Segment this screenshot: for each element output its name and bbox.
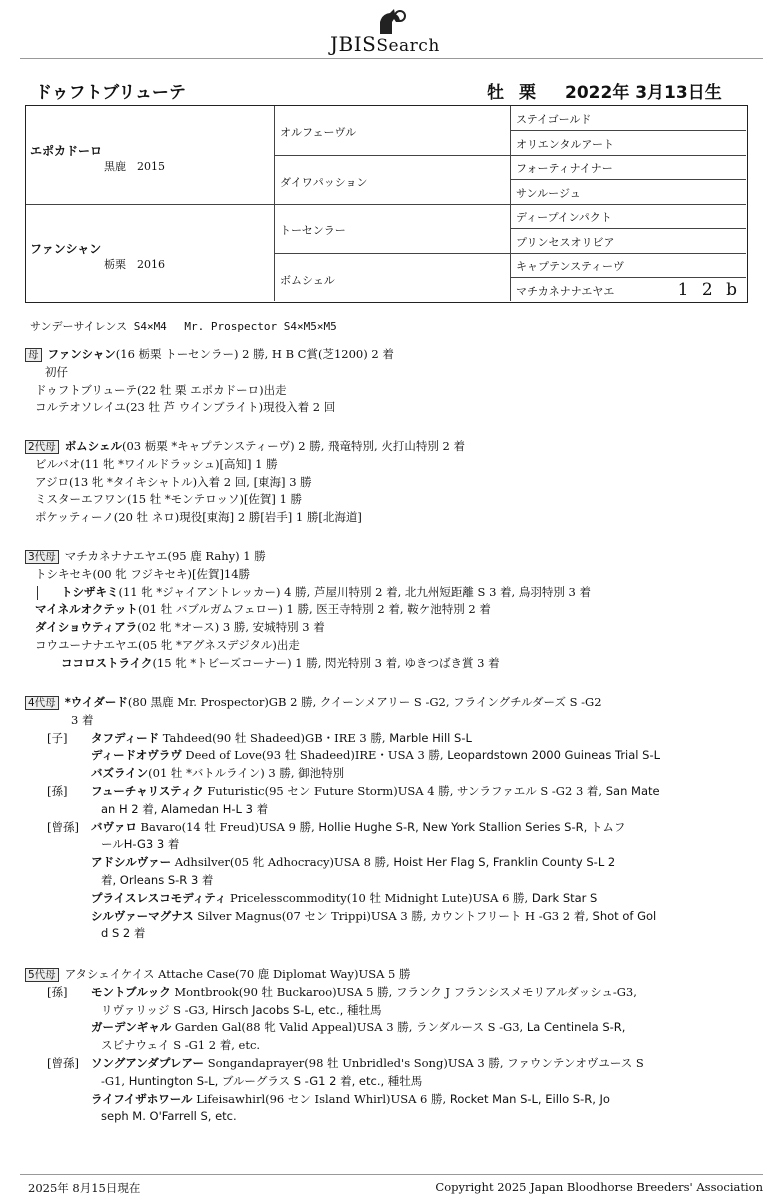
third-dam-entry-detail: (11 牝 *ジャイアントレッカー) 4 勝, 芦屋川特別 2 着, 北九州短距離 S 3 着, 鳥羽特別 3 着 [118, 584, 591, 599]
fourth-dam-entry-name: アドシルヴァー [91, 855, 172, 870]
second-dam-line: ポケッティーノ(20 牡 ネロ)現役[東海] 2 勝[岩手] 1 勝[北海道] [35, 510, 362, 525]
horse-name: ドゥフトブリューテ [35, 83, 186, 103]
generation-label: [孫] [47, 984, 68, 999]
third-dam-line: コウユーナナエヤエ(05 牝 *アグネスデジタル)出走 [35, 637, 300, 652]
ped-gen3-6[interactable]: プリンセスオリビア [516, 236, 615, 249]
fifth-dam-entry-detail: -G1, [101, 1073, 129, 1088]
fourth-dam-entry-name: プライスレスコモディティ [91, 890, 227, 905]
fourth-dam-entry-name: タフディード [91, 730, 160, 745]
generation-label: [曾孫] [47, 819, 79, 834]
header-divider [20, 58, 763, 59]
footer-copyright: Copyright 2025 Japan Bloodhorse Breeders' Association [435, 1180, 763, 1194]
fifth-dam-entry-race: Hirsch Jacobs S-L, etc., 種牡馬 [212, 1002, 382, 1017]
sire-name[interactable]: エポカドーロ [30, 144, 103, 158]
fourth-dam-entry-name: バヴァロ [91, 819, 137, 834]
generation-label: [子] [47, 730, 68, 745]
dam-line: 初仔 [45, 364, 68, 379]
dam-line: ドゥフトブリューテ(22 牡 栗 エポカドーロ)出走 [35, 382, 287, 397]
pedigree-table [25, 105, 748, 303]
fifth-dam-entry-detail: Garden Gal(88 牝 Valid Appeal)USA 3 勝, ランダルース S -G3, [171, 1020, 527, 1035]
fourth-dam-entry-detail: Pricelesscommodity(10 牡 Midnight Lute)USA 6 勝, [226, 890, 532, 905]
second-dam-line: ビルバオ(11 牝 *ワイルドラッシュ)[高知] 1 勝 [35, 456, 278, 471]
fourth-dam-entry-detail: Adhsilver(05 牝 Adhocracy)USA 8 勝, [171, 855, 394, 870]
generation-label: [曾孫] [47, 1055, 79, 1070]
third-dam-entry-name: トシザキミ [61, 584, 119, 599]
second-dam-section [25, 438, 765, 527]
generation-label: [孫] [47, 783, 68, 798]
fourth-dam-entry-name: ディードオヴラヴ [91, 748, 182, 763]
ped-gen3-7[interactable]: キャプテンスティーヴ [516, 260, 625, 273]
fifth-dam-line: アタシェイケイス Attache Case(70 鹿 Diplomat Way)USA 5 勝 [64, 967, 411, 981]
fourth-dam-entry-name: シルヴァーマグナス [91, 908, 194, 923]
ped-divider [510, 179, 746, 180]
ped-divider [510, 277, 746, 278]
third-dam-entry-name: ダイショウティアラ [35, 620, 138, 635]
fourth-dam-name: *ウイダード [64, 695, 128, 709]
ped-divider [510, 228, 746, 229]
dam-section [25, 346, 765, 417]
fourth-dam-entry-race: Hollie Hughe S-R, New York Stallion Series S-R, トムフ [318, 819, 626, 834]
section-tag: 3代母 [25, 550, 59, 564]
ped-gen3-4[interactable]: サンルージュ [516, 187, 581, 200]
dam-line-detail: (16 栃栗 トーセンラー) 2 勝, H B C賞(芝1200) 2 着 [115, 347, 394, 361]
footer-divider [20, 1174, 763, 1175]
fourth-dam-entry-race: Leopardstown 2000 Guineas Trial S-L [447, 748, 661, 763]
sire-info: 黒鹿 2015 [104, 160, 165, 173]
fourth-dam-entry-detail: Silver Magnus(07 セン Trippi)USA 3 勝, カウントフリート H -G3 2 着, [193, 908, 593, 923]
fourth-dam-entry-detail: Tahdeed(90 牡 Shadeed)GB・IRE 3 勝, [159, 730, 390, 745]
fourth-dam-entry-detail: Deed of Love(93 牡 Shadeed)IRE・USA 3 勝, [181, 748, 448, 763]
fourth-dam-entry-race: 着, Orleans S-R 3 着 [101, 872, 214, 887]
fifth-dam-entry-race: Huntington S-L, ブルーグラス S -G1 2 着, etc., 種牡馬 [128, 1073, 423, 1088]
ped-gen3-5[interactable]: ディープインパクト [516, 211, 612, 224]
fourth-dam-entry-detail: Futuristic(95 セン Future Storm)USA 4 勝, サンラファエル S -G2 3 着, [203, 783, 606, 798]
fourth-dam-entry-name: フューチャリスティク [91, 783, 204, 798]
inbreeding-line: サンデーサイレンス S4×M4 Mr. Prospector S4×M5×M5 [30, 320, 337, 333]
horse-sex: 牡 [487, 83, 504, 103]
fifth-dam-entry-detail: Lifeisawhirl(96 セン Island Whirl)USA 6 勝, [192, 1091, 450, 1106]
fourth-dam-entry-race: San Mate [605, 783, 660, 798]
third-dam-entry-detail: (02 牝 *オース) 3 勝, 安城特別 3 着 [137, 620, 325, 635]
section-tag: 4代母 [25, 696, 59, 710]
fifth-dam-entry-race: seph M. O'Farrell S, etc. [101, 1109, 237, 1124]
fifth-dam-entry-detail: Montbrook(90 牡 Buckaroo)USA 5 勝, フランク J フランシスメモリアルダッシュ-G3, [170, 984, 637, 999]
dam-line-name: ファンシャン [47, 347, 116, 361]
ped-divider [274, 253, 746, 254]
ped-divider [274, 155, 746, 156]
footer-date: 2025年 8月15日現在 [28, 1181, 141, 1195]
fifth-dam-entry-name: モントブルック [91, 984, 171, 999]
horse-title-row [35, 78, 755, 102]
ped-gen3-1[interactable]: ステイゴールド [516, 113, 592, 126]
fifth-dam-entry-detail: リヴァリッジ S -G3, [101, 1002, 213, 1017]
fourth-dam-entry-detail: (01 牡 *バトルライン) 3 勝, 御池特別 [148, 766, 345, 781]
second-dam-line: ミスターエフワン(15 牡 *モンテロッソ)[佐賀] 1 勝 [35, 492, 303, 507]
ped-gen3-8[interactable]: マチカネナナエヤエ [516, 285, 615, 298]
fifth-dam-entry-name: ソングアンダプレアー [91, 1055, 205, 1070]
fourth-dam-entry-race: Shot of Gol [592, 908, 657, 923]
fourth-dam-entry-race: an H 2 着, Alamedan H-L 3 着 [101, 801, 269, 816]
third-dam-entry-detail: (15 牝 *トビーズコーナー) 1 勝, 閃光特別 3 着, ゆきつばき賞 3 着 [152, 655, 500, 670]
indent-bar [37, 586, 38, 600]
section-tag: 母 [25, 348, 42, 362]
horse-birth-date: 2022年 3月13日生 [565, 83, 722, 103]
second-dam-line: アジロ(13 牝 *タイキシャトル)入着 2 回, [東海] 3 勝 [35, 474, 312, 489]
ped-gen3-2[interactable]: オリエンタルアート [516, 138, 615, 151]
fourth-dam-section [25, 694, 765, 943]
fifth-dam-entry-race: Rocket Man S-L, Eillo S-R, Jo [449, 1091, 610, 1106]
ped-gen2-ss[interactable]: オルフェーヴル [280, 126, 357, 139]
third-dam-entry-name: マイネルオクテット [35, 602, 138, 617]
dam-name[interactable]: ファンシャン [30, 242, 102, 256]
fourth-dam-entry-name: バズライン [91, 766, 149, 781]
section-tag: 5代母 [25, 968, 59, 982]
dam-line: コルテオソレイユ(23 牡 芦 ウインブライト)現役入着 2 回 [35, 400, 336, 415]
fourth-dam-line: 3 着 [71, 712, 94, 727]
fifth-dam-entry-name: ガーデンギャル [91, 1020, 172, 1035]
ped-gen2-dd[interactable]: ボムシェル [280, 274, 335, 287]
fifth-dam-entry-detail: Songandaprayer(98 牡 Unbridled's Song)USA 3 勝, ファウンテンオヴユース S [204, 1055, 644, 1070]
third-dam-line: トシキセキ(00 牝 フジキセキ)[佐賀]14勝 [35, 566, 251, 581]
fifth-dam-entry-name: ライフイザホワール [91, 1091, 193, 1106]
fifth-dam-entry-race: La Centinela S-R, [526, 1020, 626, 1035]
ped-divider [510, 130, 746, 131]
fifth-dam-section [25, 966, 765, 1126]
fourth-dam-entry-race: d S 2 着 [101, 926, 146, 941]
third-dam-section [25, 548, 765, 673]
fourth-dam-entry-race: ールH-G3 3 着 [101, 837, 180, 852]
ped-gen2-ds[interactable]: トーセンラー [280, 224, 346, 237]
third-dam-entry-detail: (01 牡 バブルガムフェロー) 1 勝, 医王寺特別 2 着, 鞍ケ池特別 2 着 [137, 602, 491, 617]
ped-gen2-sd[interactable]: ダイワパッション [280, 176, 368, 189]
logo-text: JBISSearch [330, 32, 440, 56]
fourth-dam-entry-detail: Bavaro(14 牡 Freud)USA 9 勝, [136, 819, 319, 834]
fourth-dam-entry-race: Hoist Her Flag S, Franklin County S-L 2 [393, 855, 616, 870]
fifth-dam-entry-detail: スピナウェイ S -G1 2 着, etc. [101, 1038, 261, 1053]
second-dam-name: ボムシェル [64, 439, 122, 453]
second-dam-detail: (03 栃栗 *キャプテンスティーヴ) 2 勝, 飛竜特別, 火打山特別 2 着 [121, 439, 465, 453]
fourth-dam-detail: (80 黒鹿 Mr. Prospector)GB 2 勝, クイーンメアリー S -G2, フライングチルダーズ S -G2 [127, 695, 602, 709]
third-dam-entry-name: ココロストライク [61, 655, 153, 670]
jbis-search-logo[interactable] [326, 6, 466, 54]
section-tag: 2代母 [25, 440, 59, 454]
fourth-dam-entry-race: Marble Hill S-L [389, 730, 472, 745]
third-dam-line: マチカネナナエヤエ(95 鹿 Rahy) 1 勝 [64, 549, 266, 563]
horse-color: 栗 [519, 83, 536, 103]
dam-info: 栃栗 2016 [104, 258, 165, 271]
ped-divider [26, 204, 746, 205]
family-code: 1 2 b [677, 280, 741, 300]
fourth-dam-entry-race: Dark Star S [531, 890, 598, 905]
ped-gen3-3[interactable]: フォーティナイナー [516, 162, 613, 175]
